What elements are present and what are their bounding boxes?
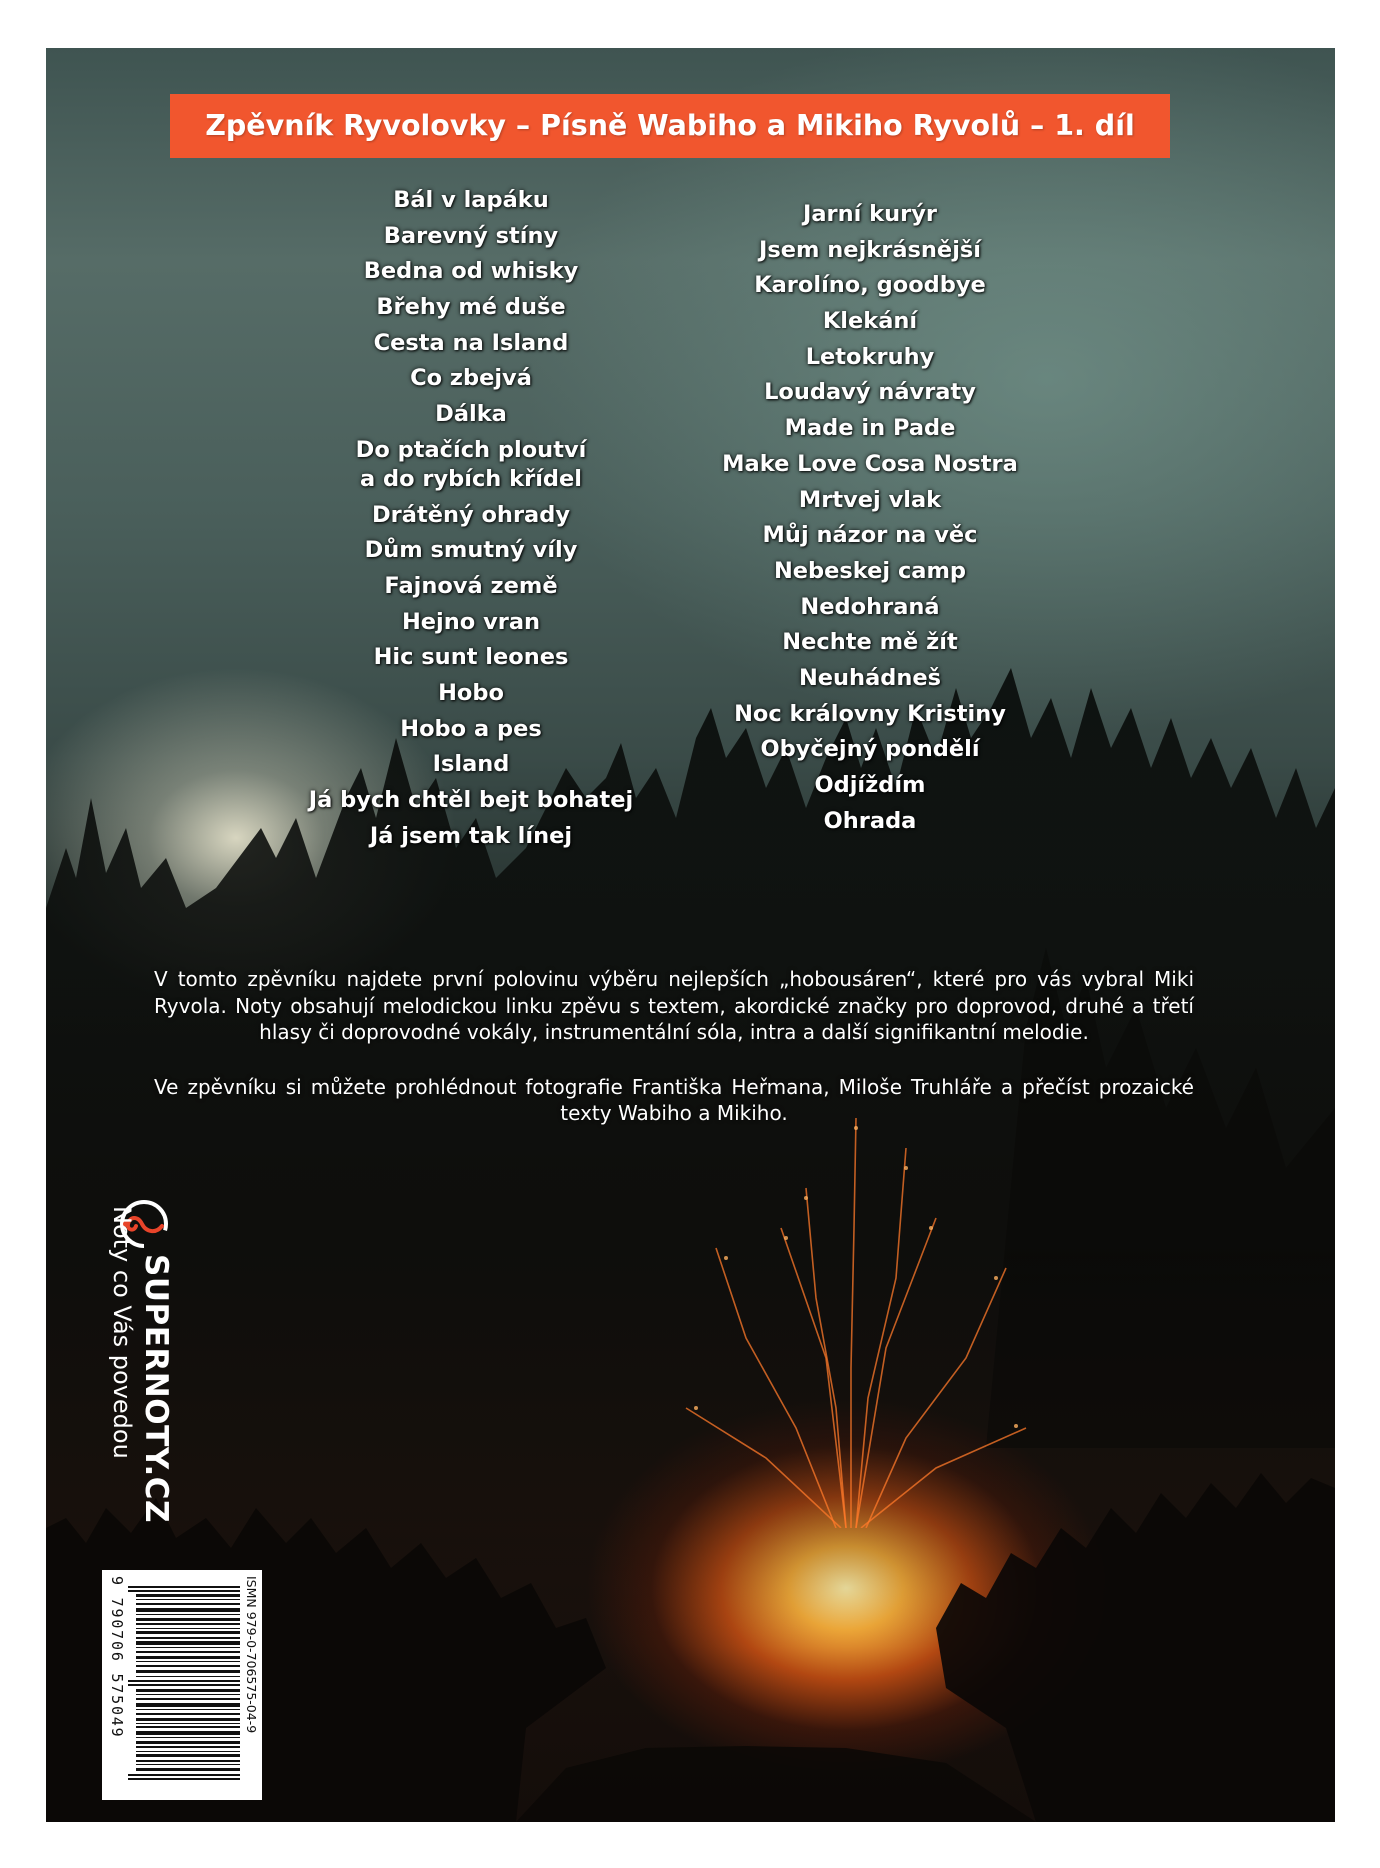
song-title: Já bych chtěl bejt bohatej xyxy=(308,787,634,813)
song-title: Letokruhy xyxy=(805,343,935,370)
song-title: Nebeskej camp xyxy=(773,557,967,584)
song-title: Dálka xyxy=(435,401,507,428)
back-cover xyxy=(46,48,1335,1822)
book-title-banner: Zpěvník Ryvolovky – Písně Wabiho a Mikiho Ryvolů – 1. díl xyxy=(170,94,1170,158)
song-title: Bedna od whisky xyxy=(363,258,579,285)
ismn-barcode xyxy=(102,1570,262,1800)
song-title: Cesta na Island xyxy=(373,329,569,356)
song-title xyxy=(271,436,671,494)
song-title: Make Love Cosa Nostra xyxy=(722,450,1018,477)
song-title: Hobo a pes xyxy=(400,715,542,742)
publisher-logo[interactable] xyxy=(100,1198,180,1528)
song-title: Island xyxy=(432,751,510,778)
song-title: Dům smutný víly xyxy=(364,537,578,564)
song-title: Hejno vran xyxy=(401,608,541,635)
song-title: Mrtvej vlak xyxy=(798,486,942,513)
song-title: Obyčejný pondělí xyxy=(760,736,980,763)
publisher-brand: SUPERNOTY.CZ xyxy=(138,1254,174,1524)
song-title: Neuhádneš xyxy=(798,664,942,691)
song-title: Já jsem tak línej xyxy=(369,822,573,849)
song-title: Drátěný ohrady xyxy=(371,501,571,528)
barcode-bars xyxy=(128,1576,240,1794)
song-title: Břehy mé duše xyxy=(376,294,566,321)
song-title: Jsem nejkrásnější xyxy=(758,236,982,263)
description-paragraph: Ve zpěvníku si můžete prohlédnout fotografie Františka Heřmana, Miloše Truhláře a přečíst prozaické texty Wabiho a Mikiho. xyxy=(154,1074,1194,1125)
song-title: Karolíno, goodbye xyxy=(754,272,986,299)
song-list-right xyxy=(670,200,1070,842)
song-list-left xyxy=(271,186,671,857)
song-title: Hic sunt leones xyxy=(373,644,569,671)
song-title: Nechte mě žít xyxy=(782,629,958,656)
song-title-line: Do ptačích ploutví xyxy=(355,436,587,463)
ismn-number: ISMN 979-0-706575-04-9 xyxy=(244,1576,259,1734)
description-paragraph: V tomto zpěvníku najdete první polovinu výběru nejlepších „hobousáren“, které pro vás vybral Miki Ryvola. Noty obsahují melodickou linku zpěvu s textem, akordické značky pro doprovod, druhé a třetí hlasy či doprovodné vokály, instrumentální sóla, intra a další signifikantní melodie. xyxy=(154,967,1194,1044)
song-title: Odjíždím xyxy=(814,772,926,798)
song-title: Nedohraná xyxy=(800,593,940,620)
book-description xyxy=(154,966,1194,1155)
song-title: Co zbejvá xyxy=(410,365,532,392)
barcode-digits: 9 790706 575049 xyxy=(108,1576,126,1739)
song-title: Ohrada xyxy=(823,807,917,834)
song-title: Klekání xyxy=(822,308,918,335)
song-title: Barevný stíny xyxy=(383,222,559,249)
song-title: Bál v lapáku xyxy=(393,187,549,213)
song-title-line: a do rybích křídel xyxy=(359,465,583,492)
song-title: Made in Pade xyxy=(784,415,956,442)
song-title: Hobo xyxy=(438,679,504,706)
publisher-tagline: Noty co Vás povedou xyxy=(108,1206,136,1459)
song-title: Fajnová země xyxy=(384,572,558,599)
song-title: Jarní kurýr xyxy=(802,201,938,227)
song-title: Noc královny Kristiny xyxy=(734,700,1006,727)
song-title: Můj názor na věc xyxy=(762,522,978,549)
song-title: Loudavý návraty xyxy=(764,379,976,406)
